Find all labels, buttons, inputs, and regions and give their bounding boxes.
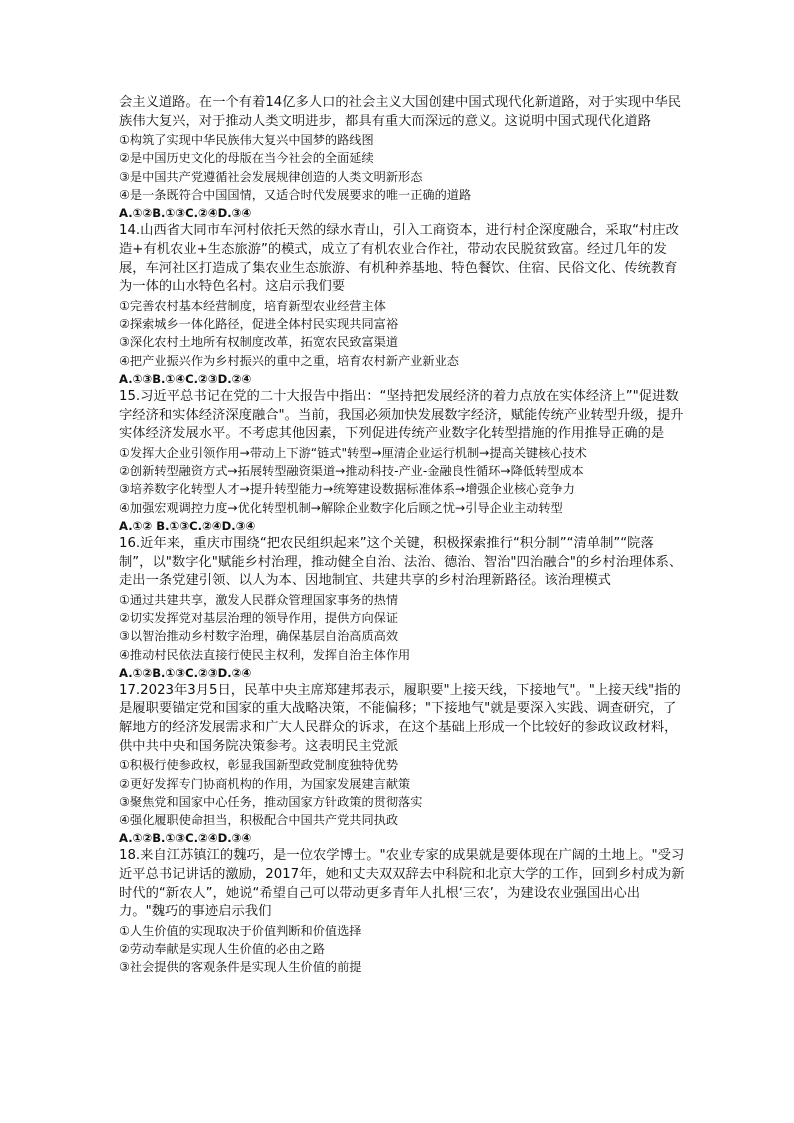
option-2: ②创新转型融资方式→拓展转型融资渠道→推动科技-产业-金融良性循环→降低转型成本 <box>119 464 584 479</box>
question-stem: 18.来自江苏镇江的魏巧，是一位农学博士。"农业专家的成果就是要体现在广阔的土地上。"受习近平总书记讲话的激励，2017年，她和丈夫双双辞去中科院和北京大学的工作，回到乡村成为新时代的“新农人”，她说“希望自己可以带动更多青年人扎根‘三农’，为建设农业强国出心出力。"魏巧的事迹启示我们 <box>119 848 685 920</box>
option-4: ④加强宏观调控力度→优化转型机制→解除企业数字化后顾之忧→引导企业主动转型 <box>119 500 563 515</box>
option-4: ④推动村民依法直接行使民主权利，发挥自治主体作用 <box>119 647 411 662</box>
question-stem: 17.2023年3月5日，民革中央主席郑建邦表示，履职要"上接天线，下接地气"。"上接天线"指的是履职要锚定党和国家的重大战略决策，不能偏移；"下接地气"就是要深入实践、调查研究，了解地方的经济发展需求和广大人民群众的诉求，在这个基础上形成一个比较好的参政议政材料，供中共中央和国务院决策参考。这表明民主党派 <box>119 682 681 754</box>
question-13-continued <box>119 94 685 222</box>
option-3: ③聚焦党和国家中心任务，推动国家方针政策的贯彻落实 <box>119 794 423 809</box>
question-18 <box>119 847 685 976</box>
question-17 <box>119 682 685 848</box>
option-1: ①构筑了实现中华民族伟大复兴中国梦的路线图 <box>119 133 374 148</box>
option-1: ①发挥大企业引领作用→带动上下游“链式"转型→厘清企业运行机制→提高关键核心技术 <box>119 445 587 460</box>
option-4: ④强化履职使命担当，积极配合中国共产党共同执政 <box>119 813 399 828</box>
option-2: ②更好发挥专门协商机构的作用，为国家发展建言献策 <box>119 776 411 791</box>
option-3: ③是中国共产党遵循社会发展规律创造的人类文明新形态 <box>119 169 423 184</box>
question-16 <box>119 535 685 682</box>
question-stem: 14.山西省大同市车河村依托天然的绿水青山，引入工商资本，进行村企深度融合，采取“村庄改造+有机农业+生态旅游”的模式，成立了有机农业合作社，带动农民脱贫致富。经过几年的发展，车河社区打造成了集农业生态旅游、有机种养基地、特色餐饮、住宿、民俗文化、传统教育为一体的山水特色名村。这启示我们要 <box>119 223 679 295</box>
answer-choices: A.①② B.①③C.②④D.③④ <box>119 518 256 533</box>
answer-choices: A.①③B.①④C.②③D.②④ <box>119 371 252 386</box>
option-3: ③以智治推动乡村数字治理，确保基层自治高质高效 <box>119 629 399 644</box>
option-2: ②劳动奉献是实现人生价值的必由之路 <box>119 942 325 957</box>
answer-choices: A.①②B.①③C.②④D.③④ <box>119 831 252 846</box>
question-14 <box>119 222 685 388</box>
option-4: ④把产业振兴作为乡村振兴的重中之重，培育农村新产业新业态 <box>119 353 459 368</box>
option-2: ②探索城乡一体化路径，促进全体村民实现共同富裕 <box>119 317 399 332</box>
option-3: ③社会提供的客观条件是实现人生价值的前提 <box>119 960 362 975</box>
option-1: ①积极行使参政权，彰显我国新型政党制度独特优势 <box>119 758 399 773</box>
option-1: ①人生价值的实现取决于价值判断和价值选择 <box>119 923 362 938</box>
question-stem: 会主义道路。在一个有着14亿多人口的社会主义大国创建中国式现代化新道路，对于实现中华民族伟大复兴，对于推动人类文明进步，都具有重大而深远的意义。这说明中国式现代化道路 <box>119 95 682 129</box>
answer-choices: A.①②B.①③C.②④D.③④ <box>119 206 252 221</box>
option-3: ③深化农村土地所有权制度改革，拓宽农民致富渠道 <box>119 335 399 350</box>
option-2: ②是中国历史文化的母版在当今社会的全面延续 <box>119 151 374 166</box>
question-stem: 16.近年来，重庆市围绕“把农民组织起来”这个关键，积极探索推行“积分制”“清单制”“院落制”，以"数字化"赋能乡村治理，推动健全自治、法治、德治、智治"四治融合"的乡村治理体系、走出一条党建引领、以人为本、因地制宜、共建共享的乡村治理新路径。该治理模式 <box>119 535 683 589</box>
option-1: ①通过共建共享，激发人民群众管理国家事务的热情 <box>119 592 399 607</box>
option-3: ③培养数字化转型人才→提升转型能力→统筹建设数据标准体系→增强企业核心竞争力 <box>119 482 575 497</box>
option-4: ④是一条既符合中国国情，又适合时代发展要求的唯一正确的道路 <box>119 188 472 203</box>
question-stem: 15.习近平总书记在党的二十大报告中指出：“坚持把发展经济的着力点放在实体经济上”"促进数字经济和实体经济深度融合"。当前，我国必须加快发展数字经济，赋能传统产业转型升级，提升实体经济发展水平。不考虑其他因素，下列促进传统产业数字化转型措施的作用推导正确的是 <box>119 388 684 442</box>
answer-choices: A.①②B.①③C.②③D.②④ <box>119 665 252 680</box>
question-15 <box>119 388 685 535</box>
option-2: ②切实发挥党对基层治理的领导作用，提供方向保证 <box>119 610 399 625</box>
exam-page <box>119 94 685 977</box>
option-1: ①完善农村基本经营制度，培育新型农业经营主体 <box>119 298 386 313</box>
